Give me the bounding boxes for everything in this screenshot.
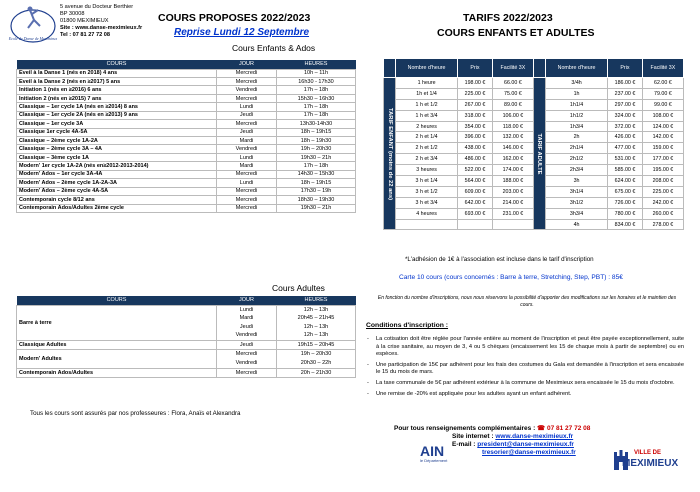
heures-cell — [277, 340, 356, 350]
enfant-prix-cell: 642.00 € — [458, 197, 493, 208]
table-header-row — [17, 60, 356, 69]
jour-cell — [217, 340, 277, 350]
enfant-prix-cell — [458, 219, 493, 230]
table-row — [17, 162, 356, 170]
ain-logo-text: AIN — [420, 443, 445, 459]
jour-value: Mercredi — [235, 369, 258, 376]
cours-cell: Barre à terre — [17, 305, 217, 340]
tarifs-title: TARIFS 2022/2023 — [463, 12, 553, 24]
jour-cell: Mercredi — [217, 77, 277, 85]
site-link[interactable]: www.danse-meximieux.fr — [495, 433, 574, 440]
enfant-prix-cell: 564.00 € — [458, 176, 493, 187]
enfant-heures-cell: 3 h et 1/2 — [396, 186, 458, 197]
enfants-schedule-table — [16, 60, 356, 213]
enfant-facilite-cell: 231.00 € — [492, 208, 533, 219]
adulte-facilite-cell: 62.00 € — [642, 78, 683, 89]
enfant-facilite-cell: 132.00 € — [492, 132, 533, 143]
table-row — [17, 145, 356, 153]
heures-cell — [277, 305, 356, 340]
adulte-heures-cell: 3h3/4 — [545, 208, 607, 219]
adulte-prix-cell: 624.00 € — [608, 176, 643, 187]
table-row — [17, 103, 356, 111]
enfant-facilite-cell: 214.00 € — [492, 197, 533, 208]
table-row — [17, 187, 356, 195]
adulte-prix-cell: 834.00 € — [608, 219, 643, 230]
email-president-link[interactable]: president@danse-meximieux.fr — [477, 441, 574, 448]
jour-cell: Mercredi — [217, 196, 277, 204]
col-header: Nombre d'heure — [545, 59, 607, 78]
heures-cell: 18h – 19h30 — [277, 137, 356, 145]
condition-item: - La taxe communale de 5€ par adhérent extérieur à la commune de Meximieux sera encaissée le 15 du mois d'octobre. — [366, 380, 684, 388]
ville-meximieux-logo — [612, 444, 692, 474]
heures-cell: 10h – 11h — [277, 69, 356, 77]
heures-value: 20h – 21h30 — [300, 369, 332, 376]
side-label-text: TARIF ENFANT (moins de 22 ans) — [386, 107, 393, 200]
adulte-prix-cell: 675.00 € — [608, 186, 643, 197]
cours-cell: Eveil à la Danse 2 (nés en ≥2017) 5 ans — [17, 77, 217, 85]
table-row — [384, 78, 684, 89]
enfant-heures-cell: 2 heures — [396, 121, 458, 132]
adulte-facilite-cell: 159.00 € — [642, 143, 683, 154]
jour-value: Mardi — [239, 315, 254, 322]
heures-value: 12h – 13h — [303, 332, 329, 339]
enfant-facilite-cell: 146.00 € — [492, 143, 533, 154]
cours-cell: Modern' 1er cycle 1A-2A (nés en≥2012-2013-2014) — [17, 162, 217, 170]
svg-text:Ecole de Danse de Meximieux: Ecole de Danse de Meximieux — [8, 36, 58, 41]
enfant-heures-cell: 1 h et 3/4 — [396, 110, 458, 121]
ain-logo — [420, 444, 454, 470]
jour-value: Jeudi — [239, 341, 254, 348]
enfant-heures-cell: 4 heures — [396, 208, 458, 219]
side-label-enfant — [384, 78, 396, 230]
heures-cell: 16h30 - 17h30 — [277, 77, 356, 85]
heures-cell: 17h – 18h — [277, 162, 356, 170]
adulte-heures-cell: 2h1/2 — [545, 154, 607, 165]
jour-value: Vendredi — [235, 360, 258, 367]
cours-cell: Contemporain cycle 8/12 ans — [17, 196, 217, 204]
conditions-list — [366, 336, 684, 401]
jour-cell: Jeudi — [217, 128, 277, 136]
school-site[interactable]: Site : www.danse-meximieux.fr — [60, 25, 143, 31]
table-row — [17, 179, 356, 187]
adulte-facilite-cell: 142.00 € — [642, 132, 683, 143]
col-header: HEURES — [277, 60, 356, 69]
adulte-heures-cell: 1h — [545, 88, 607, 99]
cours-cell: Contemporain Ados/Adultes — [17, 368, 217, 378]
cours-cell: Modern' Ados – 2ème cycle 1A-2A-3A — [17, 179, 217, 187]
jour-cell: Vendredi — [217, 86, 277, 94]
cours-cell: Initiation 1 (nés en ≥2016) 6 ans — [17, 86, 217, 94]
enfant-facilite-cell: 188.00 € — [492, 176, 533, 187]
enfant-prix-cell: 609.00 € — [458, 186, 493, 197]
enfants-title: Cours Enfants & Ados — [232, 43, 316, 53]
enfant-prix-cell: 693.00 € — [458, 208, 493, 219]
adulte-facilite-cell: 208.00 € — [642, 176, 683, 187]
jour-value: Vendredi — [235, 332, 258, 339]
col-header: JOUR — [217, 60, 277, 69]
adulte-heures-cell: 3h — [545, 176, 607, 187]
address-line: BP 30008 — [60, 11, 85, 17]
page-title: COURS PROPOSES 2022/2023 — [158, 12, 311, 24]
enfant-prix-cell: 522.00 € — [458, 165, 493, 176]
jour-value: Jeudi — [239, 323, 254, 330]
table-row — [17, 204, 356, 212]
cours-cell: Eveil à la Danse 1 (nés en 2018) 4 ans — [17, 69, 217, 77]
table-header-row — [384, 59, 684, 78]
condition-item: - Une participation de 15€ par adhérent pour les frais des costumes du Gala est demandée à l'inscription et sera encaissée le 15 du mois de mars. — [366, 362, 684, 377]
enfant-facilite-cell — [492, 219, 533, 230]
adultes-title: Cours Adultes — [272, 283, 325, 293]
side-header — [384, 59, 396, 78]
adulte-facilite-cell: 79.00 € — [642, 88, 683, 99]
heures-cell: 19h30 – 21h — [277, 204, 356, 212]
enfant-prix-cell: 354.00 € — [458, 121, 493, 132]
address-line: 5 avenue du Docteur Berthier — [60, 4, 134, 10]
col-header: Nombre d'heure — [396, 59, 458, 78]
col-header: COURS — [17, 60, 217, 69]
table-row — [17, 153, 356, 161]
jour-cell — [217, 368, 277, 378]
jour-cell: Mercredi — [217, 170, 277, 178]
adulte-prix-cell: 780.00 € — [608, 208, 643, 219]
heures-cell: 19h30 – 21h — [277, 153, 356, 161]
cours-cell: Modern' Ados – 2ème cycle 4A-5A — [17, 187, 217, 195]
heures-value: 12h – 13h — [303, 323, 329, 330]
col-header: Facilité 3X — [642, 59, 683, 78]
tarifs-subtitle: COURS ENFANTS ET ADULTES — [437, 27, 595, 39]
cours-cell: Classique – 3ème cycle 1A — [17, 153, 217, 161]
enfant-facilite-cell: 162.00 € — [492, 154, 533, 165]
cours-cell: Classique – 1er cycle 1A (nés en ≥2014) 8 ans — [17, 103, 217, 111]
jour-cell: Mercredi — [217, 94, 277, 102]
heures-cell: 17h – 18h — [277, 111, 356, 119]
col-header: Prix — [608, 59, 643, 78]
email-tresorier-link[interactable]: tresorier@danse-meximieux.fr — [482, 449, 576, 456]
enfant-prix-cell: 438.00 € — [458, 143, 493, 154]
heures-value: 19h15 – 20h45 — [297, 341, 335, 348]
adulte-prix-cell: 585.00 € — [608, 165, 643, 176]
heures-cell — [277, 368, 356, 378]
adulte-prix-cell: 477.00 € — [608, 143, 643, 154]
email-label: E-mail : — [452, 441, 476, 448]
enfant-heures-cell: 1 h et 1/2 — [396, 99, 458, 110]
cours-cell: Classique – 1er cycle 3A — [17, 120, 217, 128]
table-row — [17, 69, 356, 77]
cours-cell: Contemporain Ados/Adultes 2ème cycle — [17, 204, 217, 212]
jour-cell: Mercredi — [217, 120, 277, 128]
heures-cell: 18h – 19h15 — [277, 179, 356, 187]
heures-cell: 17h – 18h — [277, 86, 356, 94]
adulte-heures-cell: 3h1/2 — [545, 197, 607, 208]
table-row — [17, 350, 356, 368]
adulte-prix-cell: 297.00 € — [608, 99, 643, 110]
school-address — [60, 4, 142, 39]
adulte-prix-cell: 186.00 € — [608, 78, 643, 89]
school-logo — [8, 4, 58, 44]
enfant-facilite-cell: 89.00 € — [492, 99, 533, 110]
enfant-heures-cell — [396, 219, 458, 230]
adulte-heures-cell: 1h1/4 — [545, 99, 607, 110]
table-row — [17, 340, 356, 350]
adulte-heures-cell: 2h — [545, 132, 607, 143]
jour-cell: Jeudi — [217, 111, 277, 119]
heures-value: 20h30 – 22h — [300, 360, 332, 367]
jour-cell: Lundi — [217, 103, 277, 111]
enfant-facilite-cell: 174.00 € — [492, 165, 533, 176]
enfant-heures-cell: 2 h et 3/4 — [396, 154, 458, 165]
jour-cell: Lundi — [217, 153, 277, 161]
table-header-row — [17, 296, 356, 305]
adulte-prix-cell: 426.00 € — [608, 132, 643, 143]
jour-cell — [217, 305, 277, 340]
contact-phone: 07 81 27 72 08 — [546, 425, 591, 432]
adulte-facilite-cell: 242.00 € — [642, 197, 683, 208]
enfant-heures-cell: 1 heure — [396, 78, 458, 89]
adulte-heures-cell: 3h1/4 — [545, 186, 607, 197]
col-header: HEURES — [277, 296, 356, 305]
jour-value: Mercredi — [235, 351, 258, 358]
cours-cell: Classique – 2ème cycle 1A-2A — [17, 137, 217, 145]
cours-cell: Classique 1er cycle 4A-5A — [17, 128, 217, 136]
site-label: Site internet : — [452, 433, 494, 440]
enfant-facilite-cell: 118.00 € — [492, 121, 533, 132]
adhesion-note: *L'adhésion de 1€ à l'association est incluse dans le tarif d'inscription — [405, 256, 594, 263]
table-row — [17, 137, 356, 145]
side-label-adulte — [533, 78, 545, 230]
adulte-facilite-cell: 124.00 € — [642, 121, 683, 132]
table-row — [17, 196, 356, 204]
enfant-facilite-cell: 66.00 € — [492, 78, 533, 89]
reprise-date: Reprise Lundi 12 Septembre — [174, 27, 310, 38]
profs-note: Tous les cours sont assurés par nos professeures : Flora, Anaïs et Alexandra — [30, 410, 241, 417]
enfant-heures-cell: 3 heures — [396, 165, 458, 176]
carte-10-cours: Carte 10 cours (cours concernés : Barre à terre, Stretching, Step, PBT) : 85€ — [399, 274, 623, 281]
phone-icon: ☎ — [537, 425, 546, 432]
side-label-text: TARIF ADULTE — [536, 133, 543, 175]
adulte-heures-cell: 2h3/4 — [545, 165, 607, 176]
conditions-title: Conditions d'inscription : — [366, 322, 449, 329]
col-header: Facilité 3X — [492, 59, 533, 78]
col-header: JOUR — [217, 296, 277, 305]
heures-value: 20h45 – 21h45 — [297, 315, 335, 322]
adulte-facilite-cell: 278.00 € — [642, 219, 683, 230]
enfant-prix-cell: 225.00 € — [458, 88, 493, 99]
ville-name: MEXIMIEUX — [622, 458, 679, 469]
adulte-facilite-cell: 225.00 € — [642, 186, 683, 197]
adulte-heures-cell: 2h1/4 — [545, 143, 607, 154]
table-row — [17, 368, 356, 378]
heures-cell: 15h30 – 16h30 — [277, 94, 356, 102]
enfant-facilite-cell: 75.00 € — [492, 88, 533, 99]
enfant-heures-cell: 2 h et 1/2 — [396, 143, 458, 154]
heures-cell: 17h30 – 19h — [277, 187, 356, 195]
jour-cell: Mardi — [217, 137, 277, 145]
enfant-prix-cell: 267.00 € — [458, 99, 493, 110]
table-row — [17, 120, 356, 128]
jour-value: Lundi — [239, 306, 254, 313]
heures-cell: 18h – 19h15 — [277, 128, 356, 136]
side-header — [533, 59, 545, 78]
cours-cell: Modern' Adultes — [17, 350, 217, 368]
cours-cell: Classique – 1er cycle 2A (nés en ≥2013) 9 ans — [17, 111, 217, 119]
enfant-heures-cell: 2 h et 1/4 — [396, 132, 458, 143]
cours-cell: Classique Adultes — [17, 340, 217, 350]
cours-cell: Classique – 2ème cycle 3A – 4A — [17, 145, 217, 153]
heures-cell: 13h30-14h30 — [277, 120, 356, 128]
address-line: 01800 MEXIMIEUX — [60, 18, 109, 24]
adulte-heures-cell: 3/4h — [545, 78, 607, 89]
enfant-prix-cell: 198.00 € — [458, 78, 493, 89]
adulte-facilite-cell: 195.00 € — [642, 165, 683, 176]
adulte-facilite-cell: 99.00 € — [642, 99, 683, 110]
jour-cell: Mercredi — [217, 204, 277, 212]
jour-cell: Vendredi — [217, 145, 277, 153]
condition-item: - Une remise de -20% est appliquée pour les adultes ayant un enfant adhérent. — [366, 391, 684, 399]
table-row — [17, 305, 356, 340]
heures-value: 12h – 13h — [303, 306, 329, 313]
col-header: Prix — [458, 59, 493, 78]
adulte-facilite-cell: 177.00 € — [642, 154, 683, 165]
adulte-prix-cell: 531.00 € — [608, 154, 643, 165]
heures-cell — [277, 350, 356, 368]
col-header: COURS — [17, 296, 217, 305]
enfant-heures-cell: 3 h et 3/4 — [396, 197, 458, 208]
condition-item: - La cotisation doit être réglée pour l'année entière au moment de l'inscription et peut être payée exceptionnellement, suite à la crise sanitaire, au moyen de 3, 4 ou 5 chèques (encaissement les 15 de chaque mois à partir de septembre) ou en espèces. — [366, 336, 684, 359]
cours-cell: Modern' Ados – 1er cycle 3A-4A — [17, 170, 217, 178]
adultes-schedule-table — [16, 296, 356, 378]
ain-logo-sub: le Département — [420, 458, 448, 463]
adulte-facilite-cell: 260.00 € — [642, 208, 683, 219]
adulte-heures-cell: 1h1/2 — [545, 110, 607, 121]
tarifs-table — [383, 58, 684, 230]
jour-cell: Mercredi — [217, 187, 277, 195]
enfant-facilite-cell: 106.00 € — [492, 110, 533, 121]
ville-label: VILLE DE — [634, 450, 662, 456]
jour-cell: Mercredi — [217, 69, 277, 77]
enfant-prix-cell: 486.00 € — [458, 154, 493, 165]
school-tel: Tel : 07 81 27 72 08 — [60, 32, 110, 38]
table-row — [17, 77, 356, 85]
adulte-prix-cell: 237.00 € — [608, 88, 643, 99]
jour-cell: Mardi — [217, 162, 277, 170]
jour-cell: Lundi — [217, 179, 277, 187]
adulte-prix-cell: 726.00 € — [608, 197, 643, 208]
adulte-heures-cell: 1h3/4 — [545, 121, 607, 132]
heures-cell: 14h30 – 15h30 — [277, 170, 356, 178]
adulte-heures-cell: 4h — [545, 219, 607, 230]
adulte-facilite-cell: 108.00 € — [642, 110, 683, 121]
table-row — [17, 170, 356, 178]
table-row — [17, 94, 356, 102]
enfant-heures-cell: 1h et 1/4 — [396, 88, 458, 99]
enfant-prix-cell: 318.00 € — [458, 110, 493, 121]
footnote: En fonction du nombre d'inscriptions, nous nous réservons la possibilité d'apporter des modifications sur les horaires et le maintien des cours. — [377, 295, 677, 308]
table-row — [17, 128, 356, 136]
jour-cell — [217, 350, 277, 368]
contact-title: Pour tous renseignements complémentaires : — [394, 425, 536, 432]
adulte-prix-cell: 372.00 € — [608, 121, 643, 132]
table-row — [17, 86, 356, 94]
heures-cell: 19h – 20h30 — [277, 145, 356, 153]
cours-cell: Initiation 2 (nés en ≥2015) 7 ans — [17, 94, 217, 102]
enfant-prix-cell: 396.00 € — [458, 132, 493, 143]
heures-cell: 18h30 – 19h30 — [277, 196, 356, 204]
enfant-facilite-cell: 203.00 € — [492, 186, 533, 197]
table-row — [17, 111, 356, 119]
heures-value: 19h – 20h30 — [300, 351, 332, 358]
enfant-heures-cell: 3 h et 1/4 — [396, 176, 458, 187]
adulte-prix-cell: 324.00 € — [608, 110, 643, 121]
heures-cell: 17h – 18h — [277, 103, 356, 111]
